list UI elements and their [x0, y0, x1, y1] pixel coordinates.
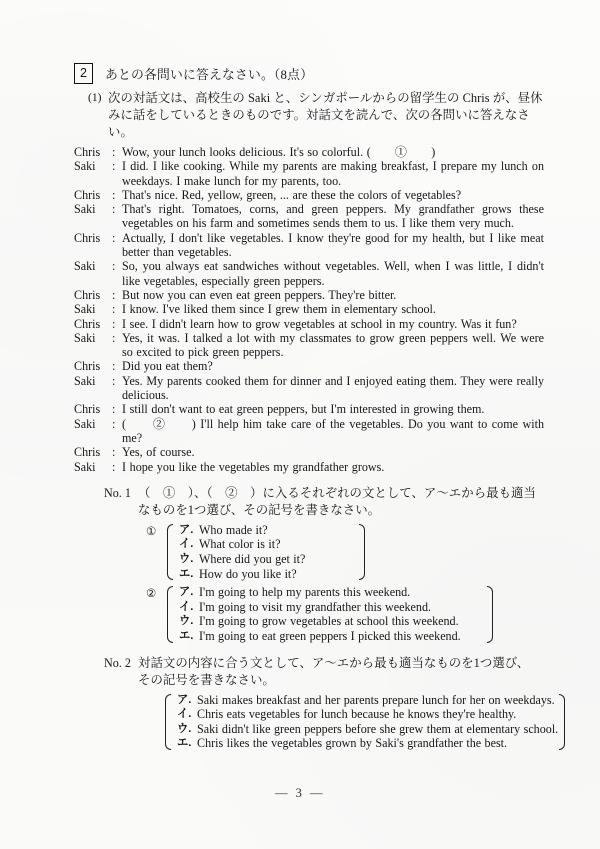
choice-option[interactable] — [173, 600, 487, 615]
choice-group-number: ② — [146, 587, 157, 601]
dialogue-turn — [74, 231, 544, 260]
bracket-right — [487, 585, 496, 643]
question-label: No. 2 — [104, 655, 131, 670]
choice-option[interactable] — [173, 537, 359, 552]
choice-option[interactable] — [173, 567, 359, 582]
choice-text: I'm going to eat green peppers I picked this weekend. — [199, 628, 461, 643]
dialogue-turn — [74, 188, 544, 202]
choice-text: I'm going to visit my grandfather this weekend. — [199, 599, 432, 614]
choice-marker: エ. — [179, 629, 194, 642]
question-block — [104, 485, 544, 644]
choice-marker: エ. — [179, 567, 194, 580]
speaker-name: Saki — [74, 202, 96, 217]
dialogue-text: Yes, of course. — [122, 445, 195, 460]
choice-group — [146, 523, 368, 581]
dialogue-text: ( ② ) I'll help him take care of the vegetables. Do you want to come with me? — [122, 416, 544, 445]
section-number-box: 2 — [74, 63, 93, 84]
speaker-name: Chris — [74, 287, 101, 302]
bracket-right — [559, 693, 568, 751]
speaker-name: Saki — [74, 330, 96, 345]
speaker-name: Chris — [74, 230, 101, 245]
speaker-name: Chris — [74, 359, 101, 374]
speaker-colon: : — [112, 416, 116, 431]
choice-text: What color is it? — [199, 537, 281, 552]
speaker-name: Saki — [74, 302, 96, 317]
dialogue-text: Yes, it was. I talked a lot with my classmates to grow green peppers well. We were so excited to pick green peppers. — [122, 330, 544, 360]
dialogue-block — [74, 145, 544, 474]
dialogue-text: That's right. Tomatoes, corns, and green peppers. My grandfather grows these vegetables on his farm and sometimes sends them to us. I like them very much. — [122, 202, 544, 231]
speaker-colon: : — [112, 159, 116, 174]
dialogue-turn — [74, 145, 544, 159]
choice-option[interactable] — [173, 523, 359, 538]
speaker-colon: : — [112, 359, 116, 374]
speaker-colon: : — [112, 330, 116, 345]
dialogue-turn — [74, 359, 544, 373]
choice-marker: ウ. — [179, 553, 194, 566]
dialogue-text: I still don't want to eat green peppers, but I'm interested in growing them. — [122, 402, 485, 417]
choice-marker: ア. — [179, 586, 194, 599]
choice-text: Who made it? — [199, 522, 268, 537]
choice-text: Where did you get it? — [199, 552, 306, 567]
question-prompt: 対話文の内容に合う文として、ア～エから最も適当なものを1つ選び、その記号を書きなさい。 — [138, 655, 530, 687]
dialogue-text: I know. I've liked them since I grew them in elementary school. — [122, 302, 436, 317]
sub-question-text: 次の対話文は、高校生の Saki と、シンガポールからの留学生の Chris が、昼休みに話をしているときのものです。対話文を読んで、次の各問いに答えなさい。 — [108, 91, 543, 139]
dialogue-text: Actually, I don't like vegetables. I know they're good for my health, but I like meat better than vegetables. — [122, 230, 544, 260]
speaker-colon: : — [112, 445, 116, 460]
sub-question-intro — [88, 90, 544, 141]
bracket-left — [162, 693, 171, 751]
choice-group — [144, 693, 568, 751]
speaker-name: Saki — [74, 159, 96, 174]
speaker-name: Chris — [74, 145, 101, 159]
speaker-colon: : — [112, 459, 116, 474]
speaker-colon: : — [112, 187, 116, 202]
choice-text: I'm going to help my parents this weekend. — [199, 585, 411, 600]
dialogue-text: I see. I didn't learn how to grow vegetables at school in my country. Was it fun? — [122, 316, 517, 331]
speaker-colon: : — [112, 402, 116, 417]
speaker-colon: : — [112, 145, 116, 159]
choice-option[interactable] — [173, 552, 359, 567]
dialogue-text: I hope you like the vegetables my grandfather grows. — [122, 459, 385, 474]
dialogue-text: But now you can even eat green peppers. They're bitter. — [122, 287, 397, 302]
question-prompt: （ ① ）、（ ② ）に入るそれぞれの文として、ア～エから最も適当なものを1つ選び、その記号を書きなさい。 — [138, 485, 536, 517]
choice-option[interactable] — [171, 722, 559, 737]
dialogue-text: Wow, your lunch looks delicious. It's so colorful. ( ① ) — [122, 145, 436, 159]
dialogue-turn — [74, 402, 544, 416]
sub-question-mark: (1) — [88, 91, 102, 104]
choice-marker: ウ. — [177, 722, 192, 735]
choice-marker: イ. — [179, 538, 194, 551]
question-label: No. 1 — [104, 485, 131, 500]
question-prompt-row — [104, 655, 544, 689]
dialogue-text: That's nice. Red, yellow, green, ... are these the colors of vegetables? — [122, 187, 462, 202]
dialogue-text: Yes. My parents cooked them for dinner and I enjoyed eating them. They were really delicious. — [122, 373, 544, 403]
choice-option[interactable] — [171, 736, 559, 751]
speaker-colon: : — [112, 287, 116, 302]
choice-option[interactable] — [171, 693, 559, 708]
speaker-colon: : — [112, 316, 116, 331]
questions-block — [74, 485, 559, 751]
section-header — [74, 62, 544, 84]
choice-text: I'm going to grow vegetables at school this weekend. — [199, 614, 459, 629]
choice-marker: エ. — [177, 737, 192, 750]
speaker-colon: : — [112, 373, 116, 388]
dialogue-turn — [74, 302, 544, 316]
page-footer: — 3 — — [275, 786, 325, 800]
choice-text: Saki makes breakfast and her parents prepare lunch for her on weekdays. — [197, 692, 555, 707]
dialogue-turn — [74, 288, 544, 302]
question-block — [104, 655, 559, 751]
choice-marker: ア. — [177, 693, 192, 706]
question-prompt-row — [104, 485, 544, 519]
speaker-colon: : — [112, 230, 116, 245]
speaker-name: Saki — [74, 259, 96, 274]
choice-option[interactable] — [171, 707, 559, 722]
choice-group — [146, 585, 496, 643]
choice-list — [171, 693, 559, 751]
choice-list — [173, 523, 359, 581]
speaker-name: Chris — [74, 187, 101, 202]
choice-group-number — [144, 693, 162, 751]
choice-text: Chris eats vegetables for lunch because he knows they're healthy. — [197, 707, 517, 722]
section-title: あとの各問いに答えなさい。（8点） — [105, 68, 314, 82]
speaker-colon: : — [112, 302, 116, 317]
speaker-name: Chris — [74, 316, 101, 331]
speaker-name: Saki — [74, 459, 96, 474]
choice-marker: イ. — [179, 600, 194, 613]
dialogue-turn — [74, 202, 544, 231]
choice-text: How do you like it? — [199, 566, 297, 581]
bracket-left — [164, 585, 173, 643]
choice-option[interactable] — [173, 585, 487, 600]
choice-marker: イ. — [177, 708, 192, 721]
choice-text: Chris likes the vegetables grown by Saki's grandfather the best. — [197, 736, 508, 751]
dialogue-turn — [74, 259, 544, 288]
dialogue-turn — [74, 317, 544, 331]
dialogue-turn — [74, 374, 544, 403]
page-content — [74, 62, 559, 751]
bracket-right — [359, 523, 368, 581]
dialogue-turn — [74, 445, 544, 459]
dialogue-text: So, you always eat sandwiches without vegetables. Well, when I was little, I didn't like vegetables, especially green peppers. — [122, 259, 544, 288]
dialogue-text: I did. I like cooking. While my parents are making breakfast, I prepare my lunch on weekdays. I make lunch for my parents, too. — [122, 159, 544, 188]
dialogue-turn — [74, 159, 544, 188]
choice-list — [173, 585, 487, 643]
bracket-left — [164, 523, 173, 581]
choice-group-number: ① — [146, 524, 157, 538]
choice-option[interactable] — [173, 629, 487, 644]
dialogue-turn — [74, 331, 544, 360]
speaker-name: Saki — [74, 373, 96, 388]
dialogue-text: Did you eat them? — [122, 359, 213, 374]
choice-marker: ウ. — [179, 615, 194, 628]
speaker-name: Chris — [74, 445, 101, 460]
dialogue-turn — [74, 460, 544, 474]
dialogue-turn — [74, 417, 544, 446]
speaker-colon: : — [112, 259, 116, 274]
choice-marker: ア. — [179, 523, 194, 536]
speaker-colon: : — [112, 202, 116, 217]
choice-option[interactable] — [173, 614, 487, 629]
choice-text: Saki didn't like green peppers before she grew them at elementary school. — [197, 721, 559, 736]
speaker-name: Chris — [74, 402, 101, 417]
speaker-name: Saki — [74, 416, 96, 431]
